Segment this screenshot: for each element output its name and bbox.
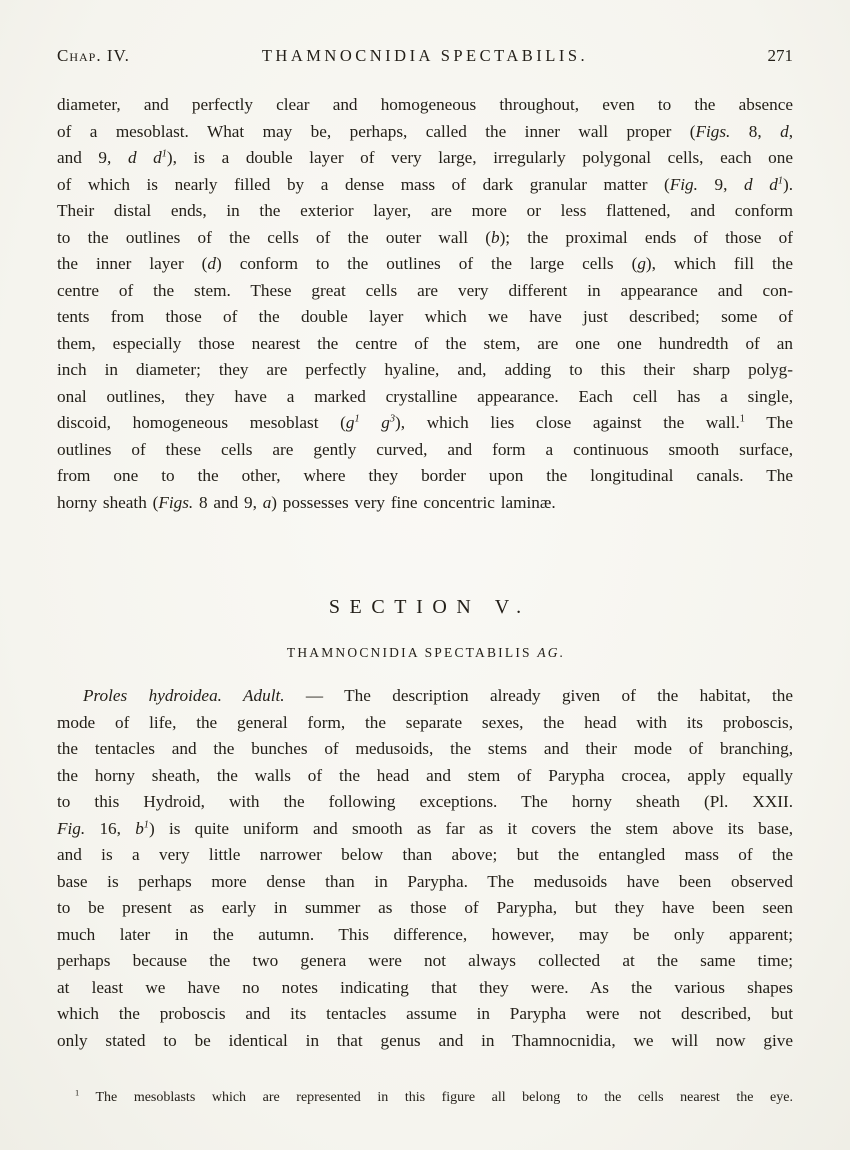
text-line: discoid, homogeneous mesoblast ($g^1$ $g^3$), which lies close against the wall.$^1$ The	[57, 413, 794, 432]
chapter-label: Chap. IV.	[57, 46, 130, 65]
text-line: Their distal ends, in the exterior layer, are more or less flattened, and conform	[57, 201, 793, 220]
section-heading: SECTION V.	[328, 596, 531, 618]
text-line: which the proboscis and its tentacles assume in Parypha were not described, but	[57, 1004, 793, 1023]
text-line: only stated to be identical in that genus and in Thamnocnidia, we will now give	[57, 1030, 793, 1050]
text-line: Fig. 16, $b^1$) is quite uniform and smooth as far as it covers the stem above its base,	[57, 818, 793, 838]
body-paragraph-2	[57, 683, 793, 1054]
page-header	[57, 46, 793, 72]
text-line: to be present as early in summer as those of Parypha, but they have been seen	[57, 898, 793, 917]
body-paragraph-1	[57, 92, 793, 516]
text-line: of which is nearly filled by a dense mass of dark granular matter (Fig. 9, d $d^1$).	[57, 174, 793, 194]
text-line: perhaps because the two genera were not always collected at the same time;	[57, 951, 793, 970]
text-line: from one to the other, where they border upon the longitudinal canals. The	[57, 466, 793, 485]
text-line: to the outlines of the cells of the outer wall (b); the proximal ends of those of	[57, 227, 793, 247]
text-line: of a mesoblast. What may be, perhaps, called the inner wall proper (Figs. 8, d,	[57, 121, 793, 141]
footnote	[57, 1088, 793, 1108]
text-line: tents from those of the double layer which we have just described; some of	[57, 307, 793, 326]
page-number: 271	[767, 46, 793, 65]
text-line: the horny sheath, the walls of the head and stem of Parypha crocea, apply equally	[57, 765, 793, 785]
text-line: to this Hydroid, with the following exceptions. The horny sheath (Pl. XXII.	[57, 792, 793, 811]
text-line: and 9, d $d^1$), is a double layer of very large, irregularly polygonal cells, each one	[57, 148, 793, 167]
text-line: $^1$ The mesoblasts which are represented in this figure all belong to the cells nearest the eye.	[75, 1088, 793, 1105]
text-line: outlines of these cells are gently curved, and form a continuous smooth surface,	[57, 439, 793, 459]
text-line: at least we have no notes indicating that they were. As the various shapes	[57, 977, 793, 997]
text-line: Proles hydroidea. Adult. — The description already given of the habitat, the	[83, 686, 794, 705]
text-line: much later in the autumn. This difference, however, may be only apparent;	[57, 924, 793, 944]
text-line: centre of the stem. These great cells are very different in appearance and con-	[57, 280, 793, 300]
text-line: inch in diameter; they are perfectly hyaline, and, adding to this their sharp polyg-	[57, 360, 793, 379]
running-title: THAMNOCNIDIA SPECTABILIS.	[261, 46, 589, 65]
text-line: horny sheath (Figs. 8 and 9, a) possesses very fine concentric laminæ.	[57, 492, 556, 512]
text-line: and is a very little narrower below than above; but the entangled mass of the	[57, 845, 793, 864]
section-subtitle: THAMNOCNIDIA SPECTABILIS AG.	[286, 645, 566, 660]
text-line: the tentacles and the bunches of medusoids, the stems and their mode of branching,	[57, 739, 793, 758]
text-line: onal outlines, they have a marked crystalline appearance. Each cell has a single,	[57, 386, 793, 406]
text-line: the inner layer (d) conform to the outlines of the large cells (g), which fill the	[57, 254, 793, 273]
text-line: diameter, and perfectly clear and homogeneous throughout, even to the absence	[57, 95, 793, 114]
text-line: them, especially those nearest the centre of the stem, are one one hundredth of an	[57, 333, 793, 353]
text-line: mode of life, the general form, the separate sexes, the head with its proboscis,	[57, 712, 793, 732]
text-line: base is perhaps more dense than in Parypha. The medusoids have been observed	[57, 871, 793, 891]
